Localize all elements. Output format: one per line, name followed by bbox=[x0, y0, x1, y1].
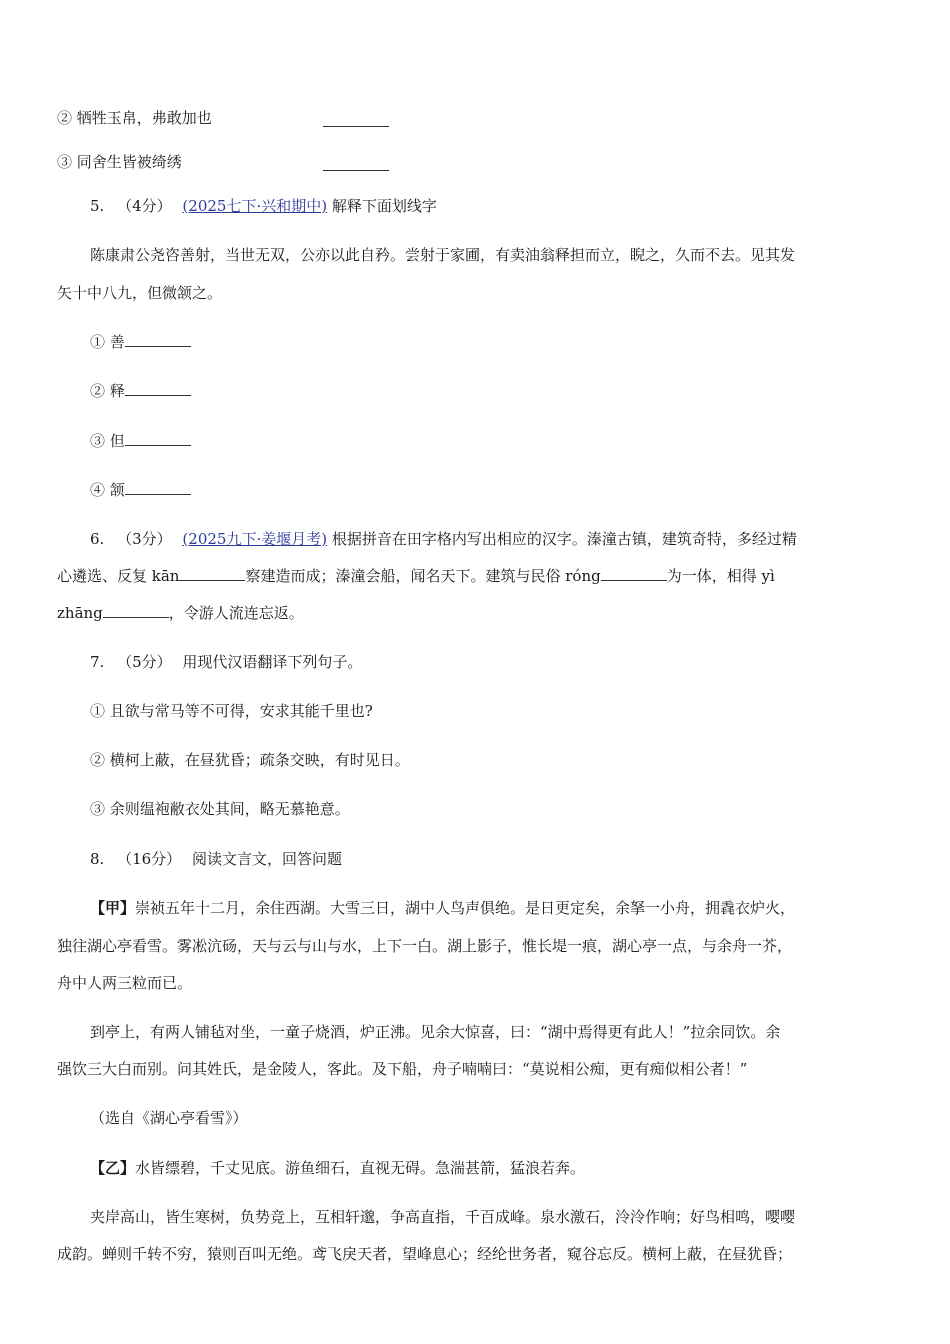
question-8-header bbox=[90, 849, 342, 869]
top-item-2 bbox=[57, 108, 212, 128]
passage-text: 水皆缥碧，千丈见底。游鱼细石，直视无碍。急湍甚箭，猛浪若奔。 bbox=[135, 1159, 586, 1177]
question-number: 5. bbox=[90, 197, 105, 215]
answer-blank[interactable] bbox=[323, 156, 389, 171]
q6-text: zhāng bbox=[57, 604, 103, 622]
q5-item-3 bbox=[90, 431, 191, 451]
answer-blank[interactable] bbox=[601, 566, 667, 581]
question-prompt: 根据拼音在田字格内写出相应的汉字。溱潼古镇，建筑奇特，多经过精 bbox=[331, 530, 797, 548]
yi-paragraph-2-line-1: 夹岸高山，皆生寒树，负势竞上，互相轩邈，争高直指，千百成峰。泉水激石，泠泠作响；好鸟相鸣，嘤嘤 bbox=[90, 1208, 796, 1226]
question-score: （4分） bbox=[117, 197, 172, 215]
question-number: 8. bbox=[90, 850, 105, 868]
jia-paragraph-2-line-2: 强饮三大白而别。问其姓氏，是金陵人，客此。及下船，舟子喃喃曰：“莫说相公痴，更有痴似相公者！” bbox=[57, 1060, 748, 1078]
q5-item-1 bbox=[90, 332, 191, 352]
jia-paragraph-2-line-1: 到亭上，有两人铺毡对坐，一童子烧酒，炉正沸。见余大惊喜，曰：“湖中焉得更有此人！”拉余同饮。余 bbox=[90, 1023, 781, 1041]
yi-tag: 【乙】 bbox=[90, 1159, 136, 1177]
q7-item-3: ③ 余则缊袍敝衣处其间，略无慕艳意。 bbox=[90, 800, 350, 818]
q7-item-1: ① 且欲与常马等不可得，安求其能千里也? bbox=[90, 702, 373, 720]
q5-passage-line: 矢十中八九，但微颔之。 bbox=[57, 284, 223, 302]
question-number: 6. bbox=[90, 530, 105, 548]
answer-blank[interactable] bbox=[103, 603, 169, 618]
q5-item-label: ③ 但 bbox=[90, 432, 125, 450]
question-5-header bbox=[90, 196, 437, 216]
jia-paragraph-1-line-1 bbox=[90, 898, 795, 918]
q5-item-label: ② 释 bbox=[90, 382, 125, 400]
question-prompt: 解释下面划线字 bbox=[331, 197, 437, 215]
answer-blank[interactable] bbox=[125, 431, 191, 446]
answer-blank[interactable] bbox=[125, 381, 191, 396]
q5-passage-line: 陈康肃公尧咨善射，当世无双，公亦以此自矜。尝射于家圃，有卖油翁释担而立，睨之，久而不去。见其发 bbox=[90, 246, 796, 264]
yi-paragraph-2-line-2: 成韵。蝉则千转不穷，猿则百叫无绝。鸢飞戾天者，望峰息心；经纶世务者，窥谷忘反。横柯上蔽，在昼犹昏； bbox=[57, 1245, 793, 1263]
question-score: （16分） bbox=[117, 850, 182, 868]
question-prompt: 用现代汉语翻译下列句子。 bbox=[182, 653, 363, 671]
top-item-2-text: ② 牺牲玉帛，弗敢加也 bbox=[57, 109, 212, 127]
passage-text: 崇祯五年十二月，余住西湖。大雪三日，湖中人鸟声俱绝。是日更定矣，余拏一小舟，拥毳衣炉火， bbox=[135, 899, 796, 917]
answer-blank[interactable] bbox=[125, 480, 191, 495]
q5-item-2 bbox=[90, 381, 191, 401]
answer-blank[interactable] bbox=[323, 112, 389, 127]
q6-line-3 bbox=[57, 603, 304, 623]
q7-item-2: ② 横柯上蔽，在昼犹昏；疏条交映，有时见日。 bbox=[90, 751, 410, 769]
q5-item-label: ① 善 bbox=[90, 333, 125, 351]
top-item-3 bbox=[57, 152, 182, 172]
top-item-3-text: ③ 同舍生皆被绮绣 bbox=[57, 153, 182, 171]
q5-item-4 bbox=[90, 480, 191, 500]
question-score: （5分） bbox=[117, 653, 172, 671]
jia-paragraph-1-line-3: 舟中人两三粒而已。 bbox=[57, 974, 193, 992]
q6-text: 心遴选、反复 kān bbox=[57, 567, 180, 585]
question-7-header bbox=[90, 652, 362, 672]
question-source-link[interactable]: (2025七下·兴和期中) bbox=[182, 197, 328, 215]
answer-blank[interactable] bbox=[125, 332, 191, 347]
jia-tag: 【甲】 bbox=[90, 899, 136, 917]
question-score: （3分） bbox=[117, 530, 172, 548]
q5-item-label: ④ 颔 bbox=[90, 481, 125, 499]
question-6-header bbox=[90, 529, 797, 549]
q6-text: 为一体，相得 yì bbox=[666, 567, 775, 585]
q6-text: ，令游人流连忘返。 bbox=[168, 604, 304, 622]
jia-source-note: （选自《湖心亭看雪》） bbox=[90, 1109, 248, 1127]
jia-paragraph-1-line-2: 独往湖心亭看雪。雾凇沆砀，天与云与山与水，上下一白。湖上影子，惟长堤一痕，湖心亭一点，与余舟一芥， bbox=[57, 937, 793, 955]
question-prompt: 阅读文言文，回答问题 bbox=[191, 850, 342, 868]
question-source-link[interactable]: (2025九下·姜堰月考) bbox=[182, 530, 328, 548]
question-number: 7. bbox=[90, 653, 105, 671]
answer-blank[interactable] bbox=[179, 566, 245, 581]
q6-line-2 bbox=[57, 566, 775, 586]
yi-paragraph-1 bbox=[90, 1158, 585, 1178]
q6-text: 察建造而成；溱潼会船，闻名天下。建筑与民俗 róng bbox=[245, 567, 601, 585]
